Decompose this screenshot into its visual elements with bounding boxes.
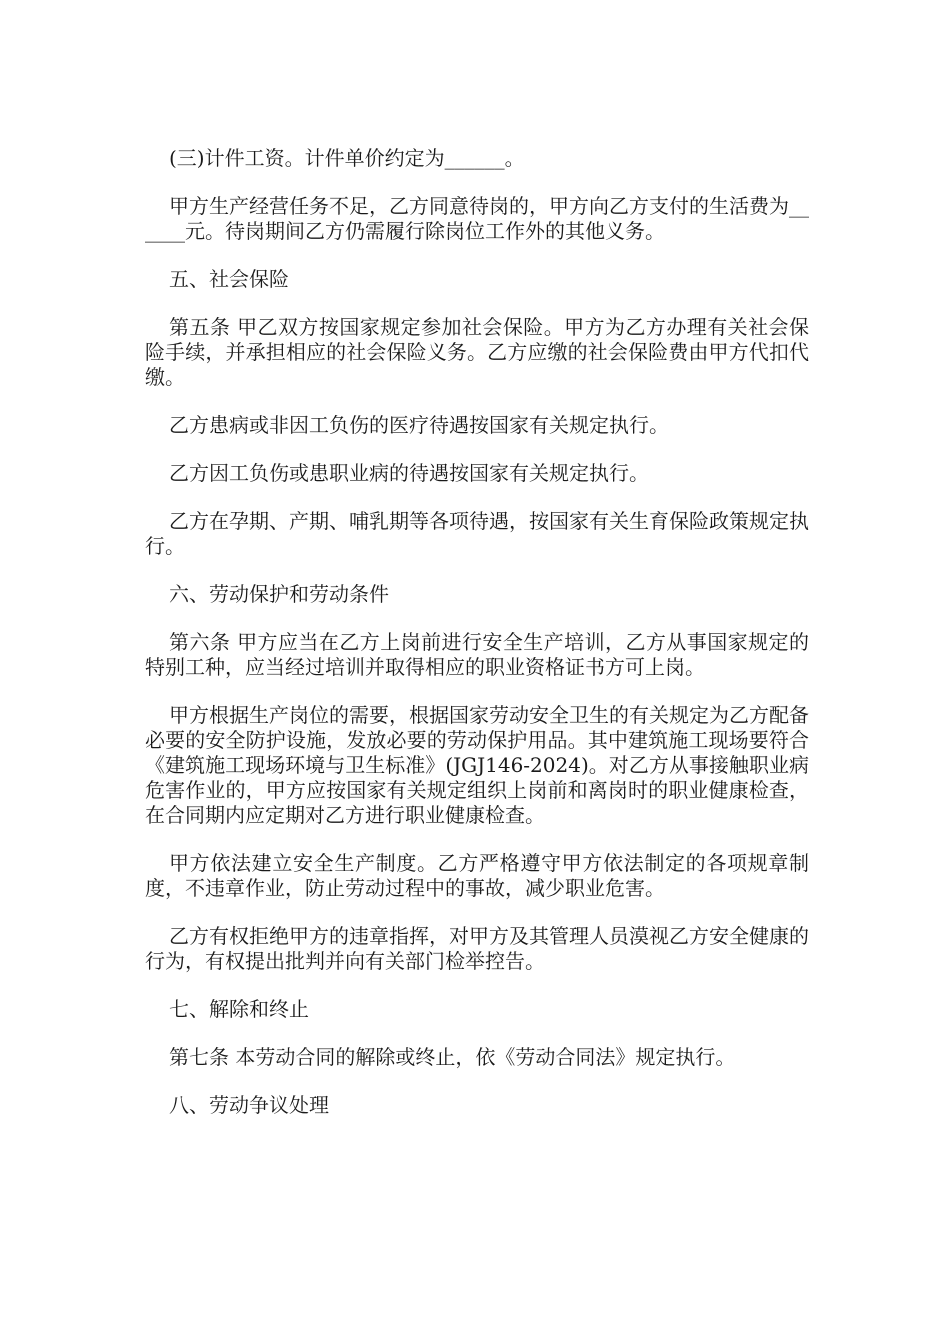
paragraph-work-injury: 乙方因工负伤或患职业病的待遇按国家有关规定执行。 — [169, 461, 649, 485]
paragraph-right-to-refuse: 乙方有权拒绝甲方的违章指挥，对甲方及其管理人员漠视乙方安全健康的行为，有权提出批判并向有关部门检举控告。 — [145, 924, 809, 973]
paragraph-piece-wage: (三)计件工资。计件单价约定为______。 — [169, 146, 525, 170]
paragraph-maternity: 乙方在孕期、产期、哺乳期等各项待遇，按国家有关生育保险政策规定执行。 — [145, 509, 809, 558]
document-body — [145, 146, 809, 1141]
paragraph-safety-system: 甲方依法建立安全生产制度。乙方严格遵守甲方依法制定的各项规章制度，不违章作业，防止劳动过程中的事故，减少职业危害。 — [145, 851, 809, 900]
paragraph-article-5: 第五条 甲乙双方按国家规定参加社会保险。甲方为乙方办理有关社会保险手续，并承担相应的社会保险义务。乙方应缴的社会保险费由甲方代扣代缴。 — [145, 315, 809, 389]
paragraph-article-6: 第六条 甲方应当在乙方上岗前进行安全生产培训，乙方从事国家规定的特别工种，应当经过培训并取得相应的职业资格证书方可上岗。 — [145, 630, 809, 679]
section-heading-termination: 七、解除和终止 — [169, 997, 309, 1021]
section-heading-labor-dispute: 八、劳动争议处理 — [169, 1093, 329, 1117]
paragraph-article-7: 第七条 本劳动合同的解除或终止，依《劳动合同法》规定执行。 — [169, 1045, 736, 1069]
section-heading-social-insurance: 五、社会保险 — [169, 267, 289, 291]
paragraph-standby-allowance: 甲方生产经营任务不足，乙方同意待岗的，甲方向乙方支付的生活费为______元。待岗期间乙方仍需履行除岗位工作外的其他义务。 — [145, 194, 809, 243]
paragraph-safety-equipment: 甲方根据生产岗位的需要，根据国家劳动安全卫生的有关规定为乙方配备必要的安全防护设施，发放必要的劳动保护用品。其中建筑施工现场要符合《建筑施工现场环境与卫生标准》(JGJ146-2024)。对乙方从事接触职业病危害作业的，甲方应按国家有关规定组织上岗前和离岗时的职业健康检查，在合同期内应定期对乙方进行职业健康检查。 — [145, 703, 809, 827]
paragraph-illness-treatment: 乙方患病或非因工负伤的医疗待遇按国家有关规定执行。 — [169, 413, 669, 437]
section-heading-labor-protection: 六、劳动保护和劳动条件 — [169, 582, 389, 606]
